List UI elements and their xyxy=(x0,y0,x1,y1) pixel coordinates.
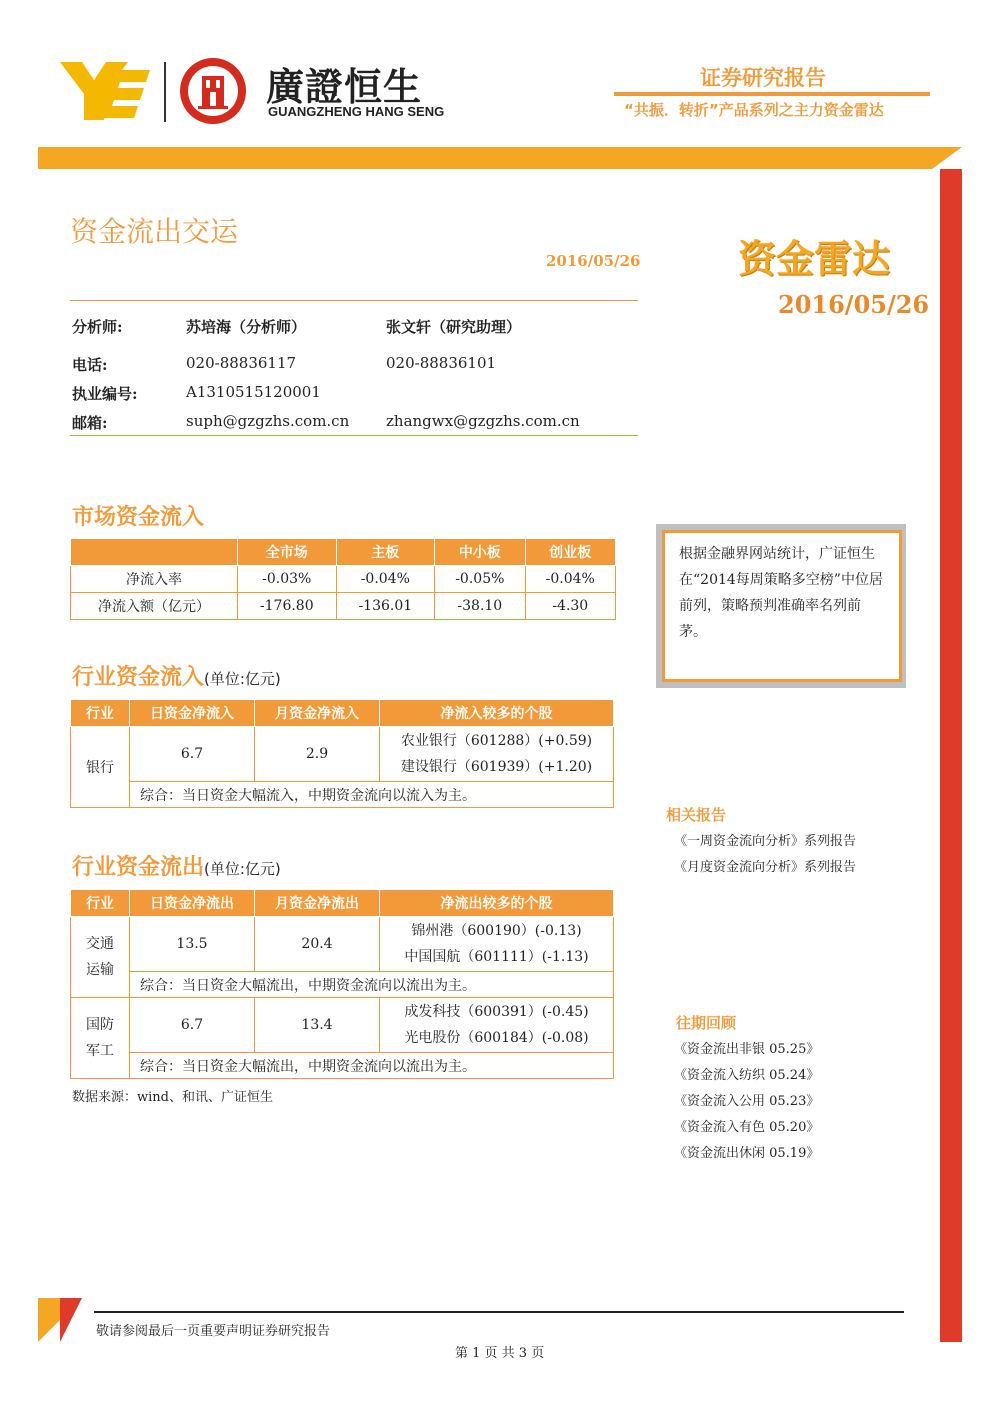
analyst-1: 苏培海（分析师） xyxy=(186,318,307,336)
outflow-section-title: 行业资金流出(单位:亿元) xyxy=(72,855,281,880)
cell: 6.7 xyxy=(130,998,255,1053)
col-header: 行业 xyxy=(71,890,130,917)
table-row xyxy=(71,566,616,593)
table-row xyxy=(71,972,614,998)
col-header: 主板 xyxy=(336,539,435,566)
col-header: 创业板 xyxy=(525,539,615,566)
industry-cell: 交通 运输 xyxy=(71,917,130,998)
review-link[interactable]: 《资金流入有色 05.20》 xyxy=(674,1120,820,1135)
stock-item: 成发科技（600391）(-0.45) xyxy=(404,1004,589,1020)
col-header: 净流出较多的个股 xyxy=(380,890,614,917)
stock-item: 光电股份（600184）(-0.08) xyxy=(404,1030,589,1046)
table-row xyxy=(71,998,614,1053)
cell: -4.30 xyxy=(525,593,615,620)
outflow-table xyxy=(70,889,614,1079)
table-row xyxy=(71,593,616,620)
review-link[interactable]: 《资金流出非银 05.25》 xyxy=(674,1042,820,1057)
radar-title: 资金雷达 xyxy=(738,237,891,281)
market-table xyxy=(70,538,616,620)
col-header: 日资金净流入 xyxy=(130,700,255,727)
report-date: 2016/05/26 xyxy=(546,252,641,270)
cell: -0.05% xyxy=(435,566,525,593)
logo-divider xyxy=(164,62,166,122)
cell: -0.04% xyxy=(336,566,435,593)
review-title: 往期回顾 xyxy=(676,1014,737,1032)
gzhs-seal-icon xyxy=(180,58,246,124)
row-label: 净流入率 xyxy=(71,566,238,593)
review-link[interactable]: 《资金流出休闲 05.19》 xyxy=(674,1146,820,1161)
row-label: 净流入额（亿元） xyxy=(71,593,238,620)
summary-cell: 综合：当日资金大幅流出，中期资金流向以流出为主。 xyxy=(130,972,614,998)
top-band-fold xyxy=(932,147,962,169)
table-row xyxy=(71,727,614,782)
license-label: 执业编号: xyxy=(72,385,138,403)
cell: -38.10 xyxy=(435,593,525,620)
stocks-cell xyxy=(380,917,614,972)
data-source: 数据来源：wind、和讯、广证恒生 xyxy=(72,1090,273,1105)
summary-cell: 综合：当日资金大幅流出，中期资金流向以流出为主。 xyxy=(130,1053,614,1079)
phone-2: 020-88836101 xyxy=(386,354,497,372)
industry-cell: 国防 军工 xyxy=(71,998,130,1079)
stocks-cell xyxy=(380,998,614,1053)
analyst-label: 分析师: xyxy=(72,318,123,336)
page-title: 资金流出交运 xyxy=(70,215,239,248)
top-band xyxy=(38,147,932,169)
col-header: 月资金净流出 xyxy=(255,890,380,917)
cell: -136.01 xyxy=(336,593,435,620)
cell: 2.9 xyxy=(255,727,380,782)
col-header: 日资金净流出 xyxy=(130,890,255,917)
market-section-title: 市场资金流入 xyxy=(72,505,205,530)
related-report-link[interactable]: 《一周资金流向分析》系列报告 xyxy=(674,834,857,849)
table-row xyxy=(71,782,614,808)
stock-item: 锦州港（600190）(-0.13) xyxy=(411,923,582,939)
phone-1: 020-88836117 xyxy=(186,354,297,372)
footer-note: 敬请参阅最后一页重要声明证券研究报告 xyxy=(96,1324,331,1339)
col-header: 行业 xyxy=(71,700,130,727)
inflow-section-title: 行业资金流入(单位:亿元) xyxy=(72,665,281,690)
table-row xyxy=(71,1053,614,1079)
email-label: 邮箱: xyxy=(72,414,108,432)
cell: 13.4 xyxy=(255,998,380,1053)
cell: 6.7 xyxy=(130,727,255,782)
col-header xyxy=(71,539,238,566)
ye-logo-icon xyxy=(60,62,150,120)
summary-cell: 综合：当日资金大幅流入，中期资金流向以流入为主。 xyxy=(130,782,614,808)
phone-label: 电话: xyxy=(72,356,108,374)
col-header: 全市场 xyxy=(238,539,337,566)
brand-name-en: GUANGZHENG HANG SENG xyxy=(268,104,445,119)
side-red-bar xyxy=(940,169,962,1342)
cell: 20.4 xyxy=(255,917,380,972)
review-link[interactable]: 《资金流入公用 05.23》 xyxy=(674,1094,820,1109)
col-header: 中小板 xyxy=(435,539,525,566)
report-type: 证券研究报告 xyxy=(700,66,826,90)
sidebox-note: 根据金融界网站统计，广证恒生在“2014每周策略多空榜”中位居前列，策略预判准确率名列前茅。 xyxy=(662,530,902,682)
email-2[interactable]: zhangwx@gzgzhs.com.cn xyxy=(386,412,580,430)
unit-label: (单位:亿元) xyxy=(204,670,281,688)
series-subtitle: “共振．转折”产品系列之主力资金雷达 xyxy=(624,101,884,119)
radar-date: 2016/05/26 xyxy=(778,290,930,319)
cell: -0.04% xyxy=(525,566,615,593)
stock-item: 中国国航（601111）(-1.13) xyxy=(404,949,589,965)
stock-item: 建设银行（601939）(+1.20) xyxy=(400,759,593,775)
inflow-table xyxy=(70,699,614,808)
stock-item: 农业银行（601288）(+0.59) xyxy=(400,733,593,749)
related-title: 相关报告 xyxy=(666,806,727,824)
cell: -176.80 xyxy=(238,593,337,620)
review-link[interactable]: 《资金流入纺织 05.24》 xyxy=(674,1068,820,1083)
stocks-cell xyxy=(380,727,614,782)
related-report-link[interactable]: 《月度资金流向分析》系列报告 xyxy=(674,860,857,875)
col-header: 月资金净流入 xyxy=(255,700,380,727)
industry-cell: 银行 xyxy=(71,727,130,808)
email-1[interactable]: suph@gzgzhs.com.cn xyxy=(186,412,350,430)
brand-name-cn: 廣證恒生 xyxy=(266,65,423,109)
page-number: 第 1 页 共 3 页 xyxy=(455,1346,545,1361)
cell: 13.5 xyxy=(130,917,255,972)
table-row xyxy=(71,917,614,972)
footer-corner-accent xyxy=(60,1298,82,1342)
divider xyxy=(70,435,638,436)
col-header: 净流入较多的个股 xyxy=(380,700,614,727)
cell: -0.03% xyxy=(238,566,337,593)
divider xyxy=(70,300,638,301)
license-1: A1310515120001 xyxy=(186,383,321,401)
unit-label: (单位:亿元) xyxy=(204,860,281,878)
footer-rule xyxy=(94,1311,904,1313)
analyst-2: 张文轩（研究助理） xyxy=(386,318,522,336)
header-rule xyxy=(614,92,930,96)
